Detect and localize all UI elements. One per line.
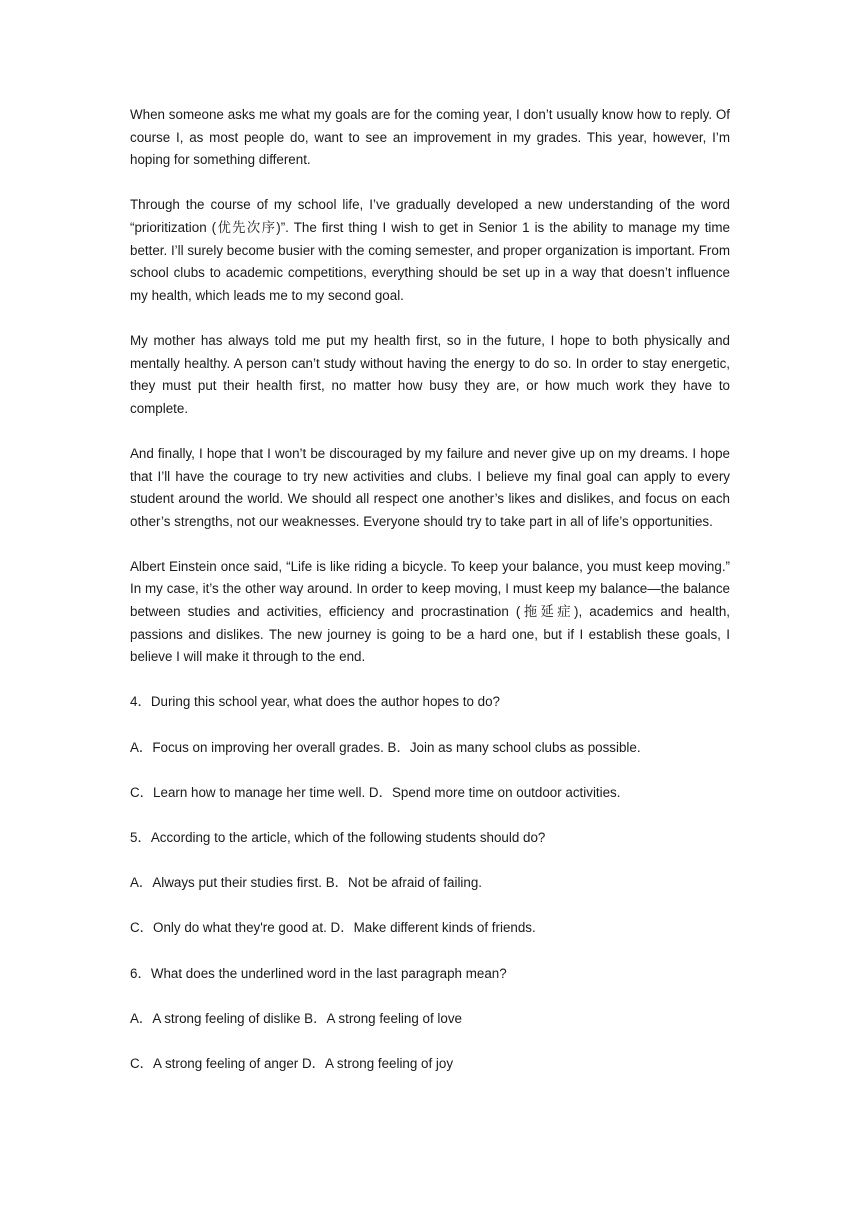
passage-paragraph-5: Albert Einstein once said, “Life is like riding a bicycle. To keep your balance, you must keep moving.” In my case, it’s the other way around. In order to keep moving, I must keep my balance—the balance between studies and activities, efficiency and procrastination (拖延症), academics and health, passions and dislikes. The new journey is going to be a hard one, but if I establish these goals, I believe I will make it through to the end.: [130, 558, 730, 665]
question-5-stem: 5．According to the article, which of the following students should do?: [130, 830, 546, 845]
document-page: [130, 104, 730, 1098]
question-6-stem: 6．What does the underlined word in the last paragraph mean?: [130, 965, 507, 981]
question-6: [130, 963, 730, 1076]
question-4: [130, 691, 730, 804]
passage-paragraph-3: My mother has always told me put my health first, so in the future, I hope to both physically and mentally healthy. A person can’t study without having the energy to do so. In order to stay energetic, they must put their health first, no matter how busy they are, or how much work they have to complete.: [130, 332, 730, 416]
passage-paragraph-1: When someone asks me what my goals are for the coming year, I don’t usually know how to reply. Of course I, as most people do, want to see an improvement in my grades. This year, however, I’m hoping for something different.: [130, 107, 730, 168]
question-4-options-cd: C．Learn how to manage her time well. D．Spend more time on outdoor activities.: [130, 784, 621, 800]
question-4-options-ab: A．Focus on improving her overall grades. B．Join as many school clubs as possible.: [130, 739, 641, 755]
passage-paragraph-4: And finally, I hope that I won’t be discouraged by my failure and never give up on my dreams. I hope that I’ll have the courage to try new activities and clubs. I believe my final goal can apply to every student around the world. We should all respect one another’s likes and dislikes, and focus on each other’s strengths, not our weaknesses. Everyone should try to take part in all of life’s opportunities.: [130, 445, 730, 529]
question-4-stem: 4．During this school year, what does the author hopes to do?: [130, 694, 500, 710]
passage-paragraph-2: Through the course of my school life, I’ve gradually developed a new understanding of the word “prioritization (优先次序)”. The first thing I wish to get in Senior 1 is the ability to manage my time better. I’ll surely become busier with the coming semester, and proper organization is important. From school clubs to academic competitions, everything should be set up in a way that doesn’t influence my health, which leads me to my second goal.: [130, 197, 730, 303]
question-5-options-ab: A．Always put their studies first. B．Not be afraid of failing.: [130, 875, 483, 891]
question-6-options-cd: C．A strong feeling of anger D．A strong feeling of joy: [130, 1055, 454, 1071]
question-5: [130, 827, 730, 940]
question-5-options-cd: C．Only do what they're good at. D．Make different kinds of friends.: [130, 920, 536, 936]
question-6-options-ab: A．A strong feeling of dislike B．A strong feeling of love: [130, 1010, 462, 1026]
